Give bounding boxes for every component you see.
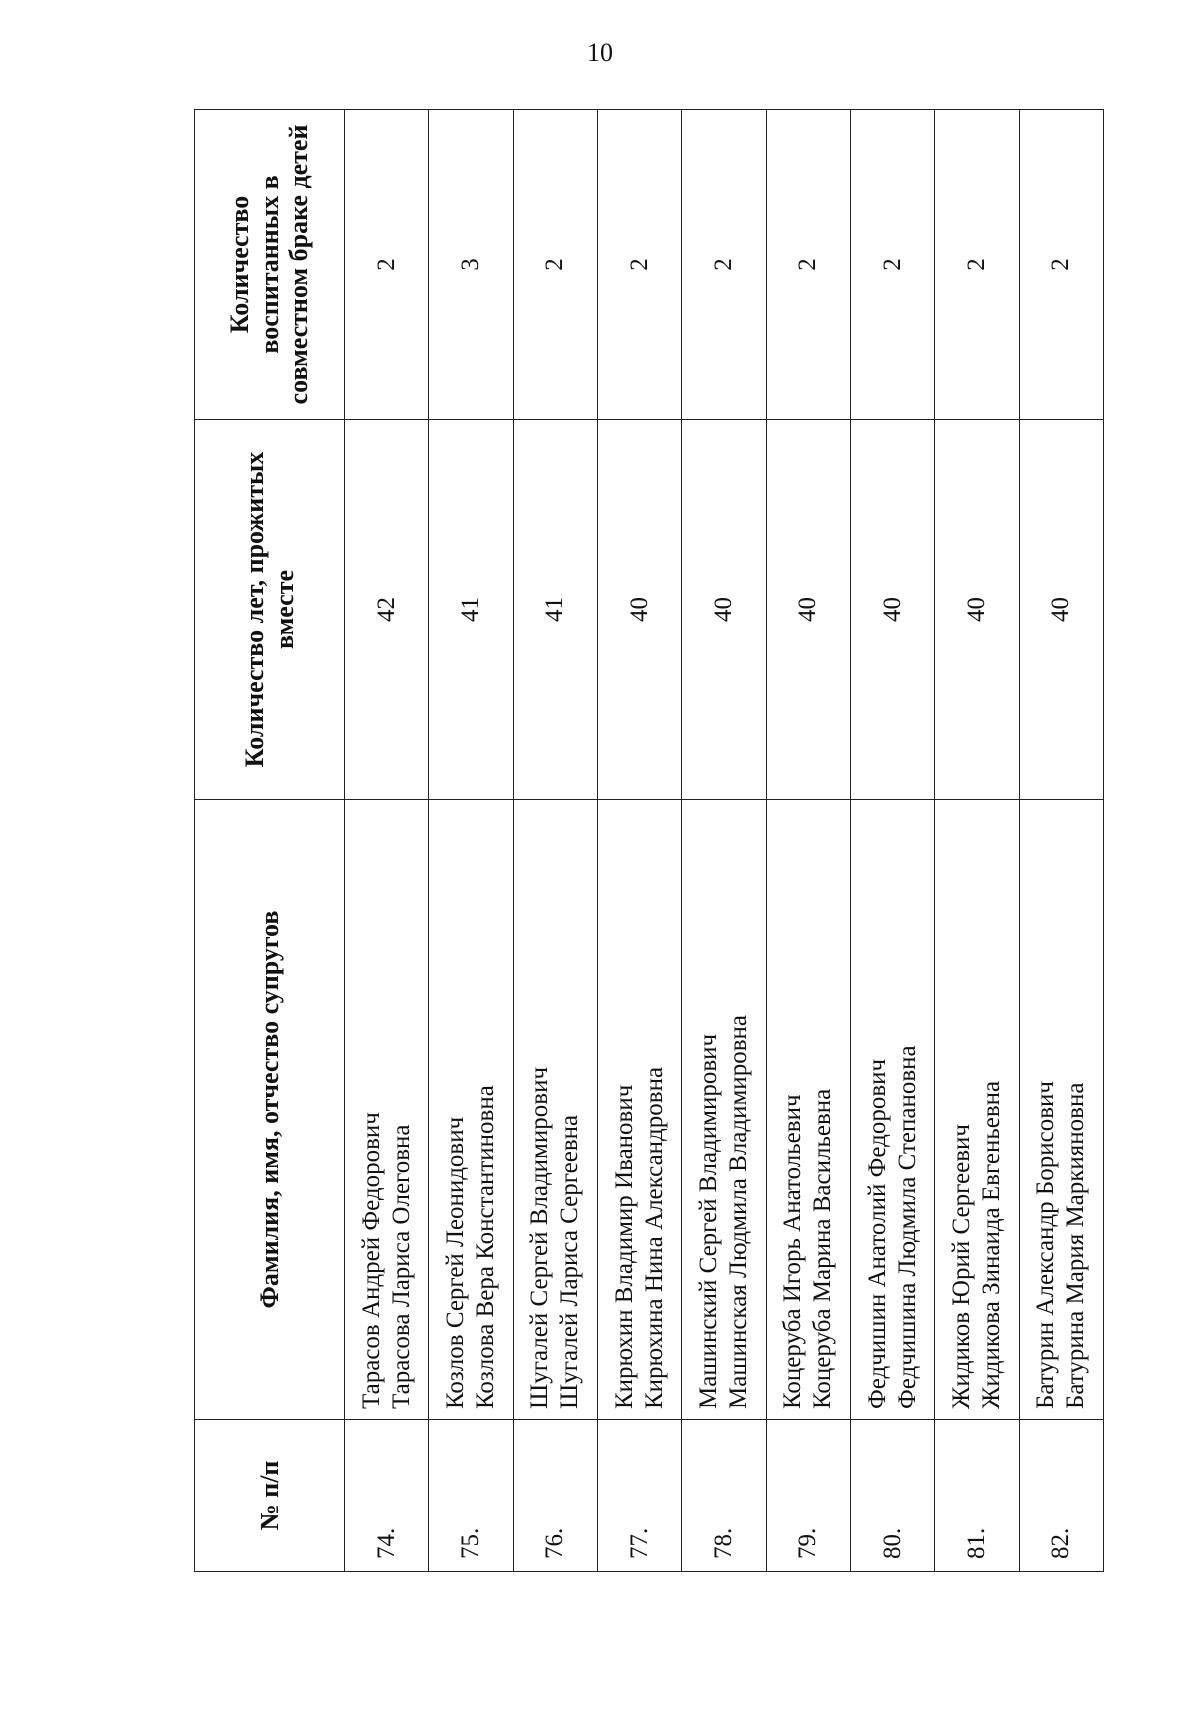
row-number: 82. bbox=[1019, 1420, 1103, 1572]
row-years: 40 bbox=[766, 420, 850, 800]
row-children: 2 bbox=[766, 110, 850, 420]
row-years: 41 bbox=[429, 420, 513, 800]
table-header-row bbox=[195, 110, 345, 1572]
husband-name: Тарасов Андрей Федорович bbox=[357, 1112, 385, 1409]
row-names bbox=[597, 800, 681, 1420]
row-number: 77. bbox=[597, 1420, 681, 1572]
row-children: 2 bbox=[1019, 110, 1103, 420]
page-number: 10 bbox=[587, 38, 613, 67]
row-years: 40 bbox=[935, 420, 1019, 800]
row-children: 3 bbox=[429, 110, 513, 420]
rotated-table-container bbox=[194, 110, 1104, 1572]
row-number: 81. bbox=[935, 1420, 1019, 1572]
header-years-together: Количество лет, прожитых вместе bbox=[195, 420, 345, 800]
wife-name: Батурина Мария Маркияновна bbox=[1062, 1082, 1090, 1409]
row-number: 79. bbox=[766, 1420, 850, 1572]
wife-name: Федчишина Людмила Степановна bbox=[893, 1045, 921, 1409]
row-children: 2 bbox=[513, 110, 597, 420]
row-number: 76. bbox=[513, 1420, 597, 1572]
table-row bbox=[429, 110, 513, 1572]
row-children: 2 bbox=[597, 110, 681, 420]
husband-name: Батурин Александр Борисович bbox=[1032, 1081, 1060, 1409]
table-body bbox=[345, 110, 1104, 1572]
row-years: 40 bbox=[850, 420, 934, 800]
header-number: № п/п bbox=[195, 1420, 345, 1572]
row-names bbox=[429, 800, 513, 1420]
wife-name: Шугалей Лариса Сергеевна bbox=[556, 1114, 584, 1409]
table-row bbox=[513, 110, 597, 1572]
couples-table bbox=[194, 109, 1104, 1572]
wife-name: Коцеруба Марина Васильевна bbox=[809, 1088, 837, 1409]
row-names bbox=[345, 800, 429, 1420]
row-number: 75. bbox=[429, 1420, 513, 1572]
row-children: 2 bbox=[345, 110, 429, 420]
row-number: 80. bbox=[850, 1420, 934, 1572]
wife-name: Козлова Вера Константиновна bbox=[471, 1085, 499, 1409]
husband-name: Шугалей Сергей Владимирович bbox=[526, 1066, 554, 1409]
husband-name: Машинский Сергей Владимирович bbox=[694, 1033, 722, 1409]
wife-name: Машинская Людмила Владимировна bbox=[724, 1015, 752, 1409]
row-names bbox=[1019, 800, 1103, 1420]
row-number: 78. bbox=[682, 1420, 766, 1572]
husband-name: Козлов Сергей Леонидович bbox=[441, 1116, 469, 1409]
row-number: 74. bbox=[345, 1420, 429, 1572]
row-names bbox=[513, 800, 597, 1420]
table-row bbox=[597, 110, 681, 1572]
husband-name: Коцеруба Игорь Анатольевич bbox=[779, 1094, 807, 1409]
wife-name: Жидикова Зинаида Евгеньевна bbox=[977, 1080, 1005, 1409]
table-row bbox=[935, 110, 1019, 1572]
table-row bbox=[766, 110, 850, 1572]
table-row bbox=[1019, 110, 1103, 1572]
husband-name: Федчишин Анатолий Федорович bbox=[863, 1058, 891, 1409]
header-names: Фамилия, имя, отчество супругов bbox=[195, 800, 345, 1420]
row-names bbox=[935, 800, 1019, 1420]
husband-name: Жидиков Юрий Сергеевич bbox=[947, 1124, 975, 1409]
row-years: 40 bbox=[682, 420, 766, 800]
table-row bbox=[850, 110, 934, 1572]
row-years: 42 bbox=[345, 420, 429, 800]
table-row bbox=[345, 110, 429, 1572]
row-names bbox=[850, 800, 934, 1420]
table-row bbox=[682, 110, 766, 1572]
header-children-count: Количество воспитанных в совместном браке детей bbox=[195, 110, 345, 420]
wife-name: Кирюхина Нина Александровна bbox=[640, 1066, 668, 1409]
row-children: 2 bbox=[935, 110, 1019, 420]
row-years: 40 bbox=[1019, 420, 1103, 800]
row-names bbox=[766, 800, 850, 1420]
row-children: 2 bbox=[850, 110, 934, 420]
row-years: 40 bbox=[597, 420, 681, 800]
row-years: 41 bbox=[513, 420, 597, 800]
row-names bbox=[682, 800, 766, 1420]
husband-name: Кирюхин Владимир Иванович bbox=[610, 1084, 638, 1409]
row-children: 2 bbox=[682, 110, 766, 420]
wife-name: Тарасова Лариса Олеговна bbox=[387, 1124, 415, 1409]
